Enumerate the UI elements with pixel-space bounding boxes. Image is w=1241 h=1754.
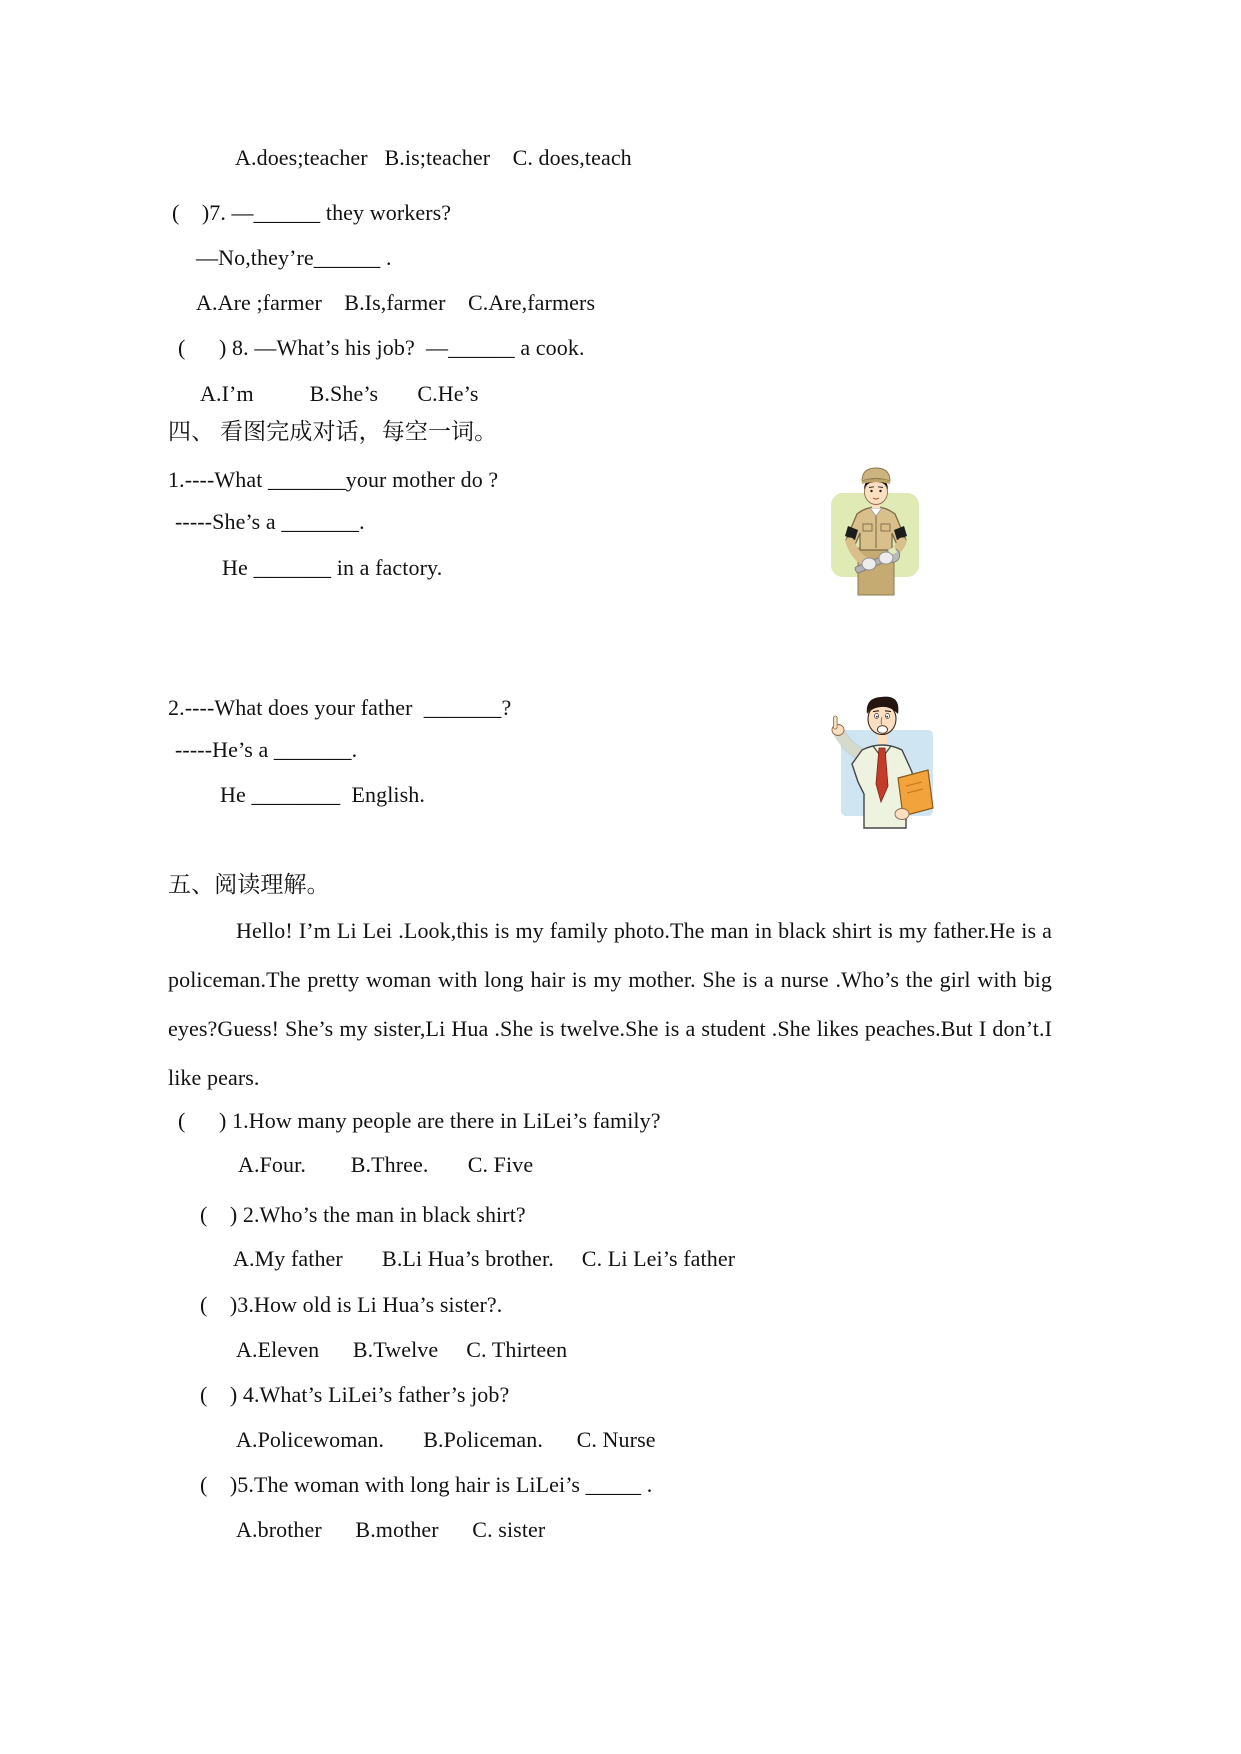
- reading-q1-line: ( ) 1.How many people are there in LiLei’s family?: [178, 1108, 661, 1133]
- dialog2-question-line: 2.----What does your father _______?: [168, 695, 512, 720]
- section-5-heading: 五、阅读理解。: [168, 872, 330, 897]
- worker-illustration: [826, 462, 928, 600]
- dialog2-answer2-line: He ________ English.: [220, 782, 425, 807]
- reading-q5-options: A.brother B.mother C. sister: [236, 1517, 546, 1542]
- teacher-icon: [818, 690, 942, 832]
- dialog1-question-line: 1.----What _______your mother do ?: [168, 467, 499, 492]
- passage-line-3: eyes?Guess! She’s my sister,Li Hua .She is twelve.She is a student .She likes peaches.But I don’t.I: [168, 1016, 1052, 1041]
- reading-q1-options: A.Four. B.Three. C. Five: [238, 1152, 534, 1177]
- reading-q3-options: A.Eleven B.Twelve C. Thirteen: [236, 1337, 568, 1362]
- reading-q2-line: ( ) 2.Who’s the man in black shirt?: [200, 1202, 526, 1227]
- q8-options-line: A.I’m B.She’s C.He’s: [200, 381, 479, 406]
- q7-answer-line: —No,they’re______ .: [196, 245, 392, 270]
- dialog2-answer1-line: -----He’s a _______.: [175, 737, 358, 762]
- q7-options-line: A.Are ;farmer B.Is,farmer C.Are,farmers: [196, 290, 596, 315]
- q7-question-line: ( )7. —______ they workers?: [172, 200, 452, 225]
- reading-q3-line: ( )3.How old is Li Hua’s sister?.: [200, 1292, 503, 1317]
- passage-line-4: like pears.: [168, 1065, 260, 1090]
- dialog1-answer2-line: He _______ in a factory.: [222, 555, 443, 580]
- reading-q2-options: A.My father B.Li Hua’s brother. C. Li Lei’s father: [233, 1246, 736, 1271]
- reading-q4-options: A.Policewoman. B.Policeman. C. Nurse: [236, 1427, 656, 1452]
- passage-line-1: Hello! I’m Li Lei .Look,this is my family photo.The man in black shirt is my father.He is a: [236, 918, 1052, 943]
- dialog1-answer1-line: -----She’s a _______.: [175, 509, 365, 534]
- section-4-heading: 四、 看图完成对话，每空一词。: [168, 419, 498, 444]
- passage-line-2: policeman.The pretty woman with long hair is my mother. She is a nurse .Who’s the girl with big: [168, 967, 1052, 992]
- q6-options-line: A.does;teacher B.is;teacher C. does,teach: [235, 145, 632, 170]
- reading-q4-line: ( ) 4.What’s LiLei’s father’s job?: [200, 1382, 510, 1407]
- q8-question-line: ( ) 8. —What’s his job? —______ a cook.: [178, 335, 585, 360]
- teacher-illustration: [818, 690, 942, 832]
- worker-icon: [826, 462, 928, 600]
- reading-q5-line: ( )5.The woman with long hair is LiLei’s _____ .: [200, 1472, 653, 1497]
